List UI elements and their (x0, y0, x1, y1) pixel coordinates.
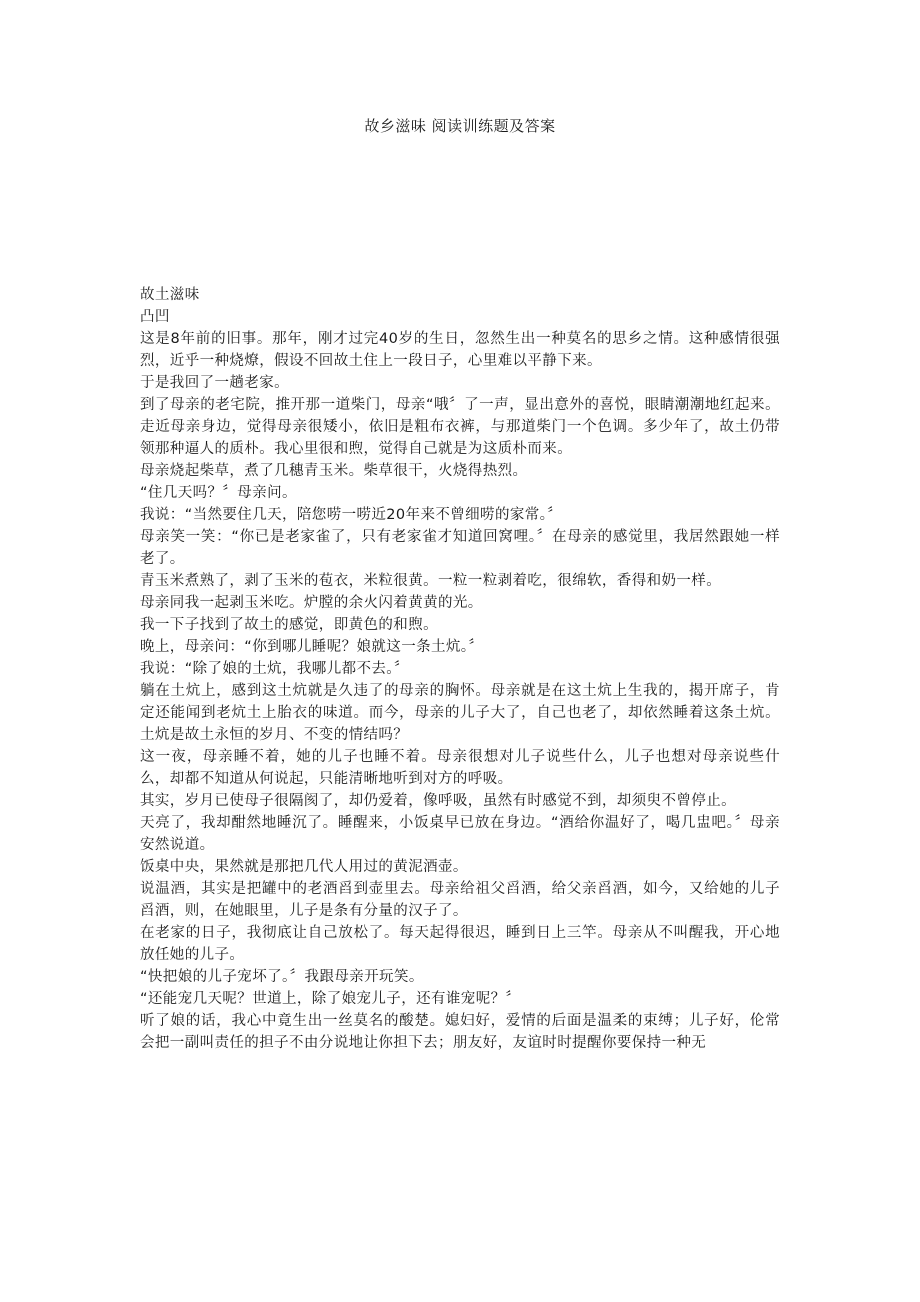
paragraph: 我一下子找到了故土的感觉，即黄色的和煦。 (140, 617, 438, 633)
paragraph: 在老家的日子，我彻底让自己放松了。每天起得很迟，睡到日上三竿。母亲从不叫醒我，开心地放任她的儿子。 (140, 925, 780, 963)
paragraph: 母亲烧起柴草，煮了几穗青玉米。柴草很干，火烧得热烈。 (140, 463, 528, 479)
paragraph: 饭桌中央，果然就是那把几代人用过的黄泥酒壶。 (140, 859, 468, 875)
paragraph: 天亮了，我却酣然地睡沉了。睡醒来，小饭桌早已放在身边。“酒给你温好了，喝几盅吧。〞母亲安然说道。 (140, 815, 780, 853)
paragraph: 于是我回了一趟老家。 (140, 375, 289, 391)
paragraph: 躺在土炕上，感到这土炕就是久违了的母亲的胸怀。母亲就是在这土炕上生我的，揭开席子，肯定还能闻到老炕土上胎衣的味道。而今，母亲的儿子大了，自己也老了，却依然睡着这条土炕。土炕是故土永恒的岁月、不变的情结吗？ (140, 683, 780, 743)
paragraph: 母亲同我一起剥玉米吃。炉膛的余火闪着黄黄的光。 (140, 595, 483, 611)
document-body (140, 284, 780, 1054)
paragraph: “住几天吗？〞母亲问。 (140, 485, 297, 501)
document-title: 故乡滋味 阅读训练题及答案 (364, 117, 556, 135)
paragraph: 青玉米煮熟了，剥了玉米的苞衣，米粒很黄。一粒一粒剥着吃，很绵软，香得和奶一样。 (140, 573, 722, 589)
paragraph: 听了娘的话，我心中竟生出一丝莫名的酸楚。媳妇好，爱情的后面是温柔的束缚；儿子好，伦常会把一副叫责任的担子不由分说地让你担下去；朋友好，友谊时时提醒你要保持一种无 (140, 1013, 780, 1051)
paragraph: 晚上，母亲问：“你到哪儿睡呢？娘就这一条土炕。〞 (140, 639, 484, 655)
paragraph: “还能宠几天呢？世道上，除了娘宠儿子，还有谁宠呢？〞 (140, 991, 521, 1007)
paragraph: 这是8年前的旧事。那年，刚才过完40岁的生日，忽然生出一种莫名的思乡之情。这种感情很强烈，近乎一种烧燎，假设不回故土住上一段日子，心里难以平静下来。 (140, 331, 780, 369)
paragraph: 说温酒，其实是把罐中的老酒舀到壶里去。母亲给祖父舀酒，给父亲舀酒，如今，又给她的儿子舀酒，则，在她眼里，儿子是条有分量的汉子了。 (140, 881, 780, 919)
paragraph: 我说：“除了娘的土炕，我哪儿都不去。〞 (140, 661, 409, 677)
paragraph: 到了母亲的老宅院，推开那一道柴门，母亲“哦〞了一声，显出意外的喜悦，眼睛潮潮地红起来。走近母亲身边，觉得母亲很矮小，依旧是粗布衣裤，与那道柴门一个色调。多少年了，故土仍带领那种逼人的质朴。我心里很和煦，觉得自己就是为这质朴而来。 (140, 397, 780, 457)
paragraph: 其实，岁月已使母子很隔阂了，却仍爱着，像呼吸，虽然有时感觉不到，却须臾不曾停止。 (140, 793, 736, 809)
paragraph: 这一夜，母亲睡不着，她的儿子也睡不着。母亲很想对儿子说些什么，儿子也想对母亲说些什么，却都不知道从何说起，只能清晰地听到对方的呼吸。 (140, 749, 780, 787)
paragraph: 我说：“当然要住几天，陪您唠一唠近20年来不曾细唠的家常。〞 (140, 507, 563, 523)
paragraph: 母亲笑一笑：“你已是老家雀了，只有老家雀才知道回窝哩。〞在母亲的感觉里，我居然跟她一样老了。 (140, 529, 780, 567)
article-author: 凸凹 (140, 309, 170, 325)
article-title: 故土滋味 (140, 287, 200, 303)
paragraph: “快把娘的儿子宠坏了。〞我跟母亲开玩笑。 (140, 969, 424, 985)
